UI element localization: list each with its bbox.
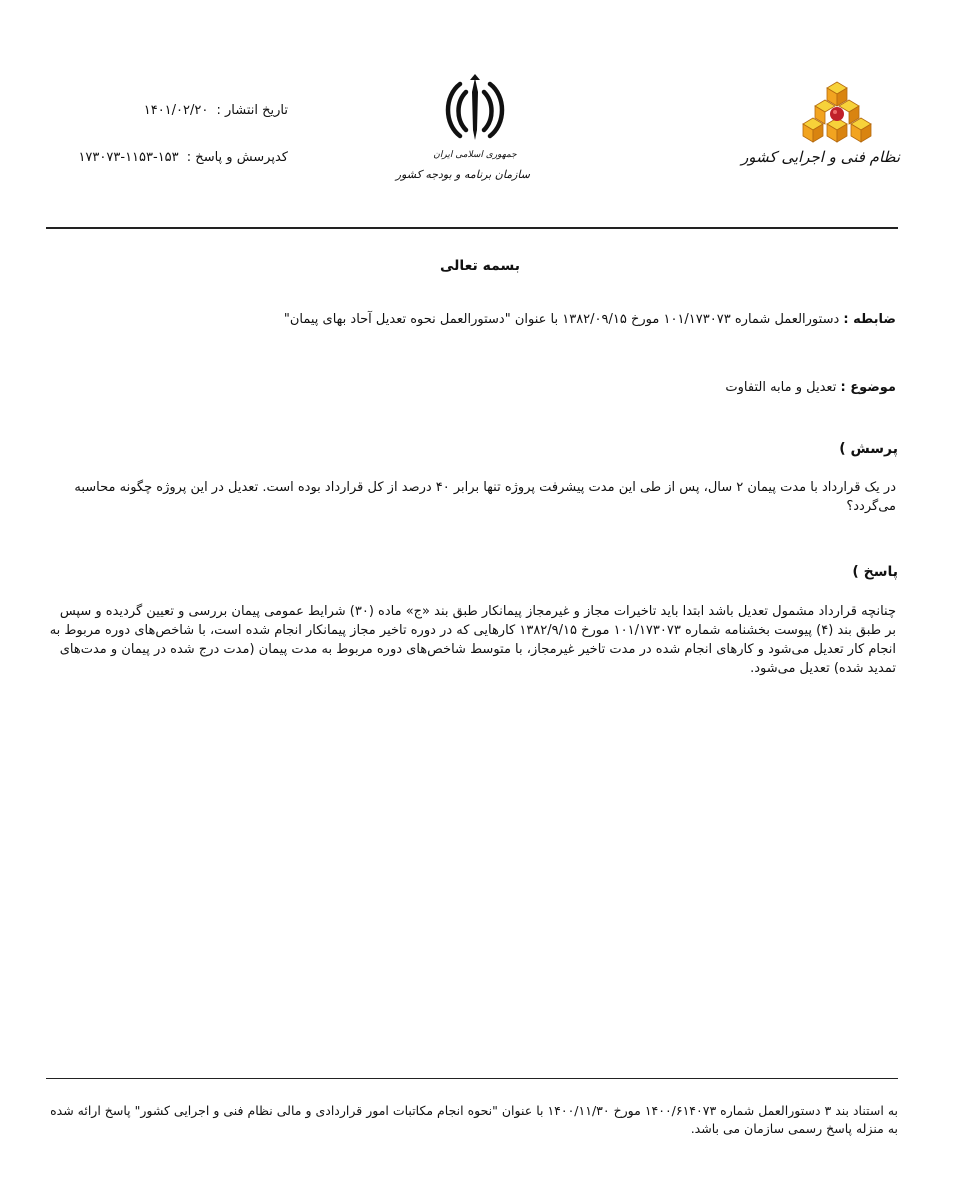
question-code-label: کدپرسش و پاسخ : [186, 150, 288, 165]
footer-note: به استناد بند ۳ دستورالعمل شماره ۱۴۰۰/۶۱۴۰۷۳ مورخ ۱۴۰۰/۱۱/۳۰ با عنوان "نحوه انجام مکاتبات امور قراردادی و مالی نظام فنی و اجرایی کشور" پاسخ ارائه شده به منزله پاسخ رسمی سازمان می باشد. [50, 1103, 898, 1136]
answer-heading: پاسخ ) [852, 564, 898, 580]
answer-text: چنانچه قرارداد مشمول تعدیل باشد ابتدا باید تاخیرات مجاز و غیرمجاز پیمانکار طبق بند «ج» ماده (۳۰) شرایط عمومی پیمان بررسی و تعیین گردیده و سپس بر طبق بند (۴) پیوست بخشنامه شماره ۱۰۱/۱۷۳۰۷۳ مورخ ۱۳۸۲/۹/۱۵ کارهایی که در دوره تاخیر مجاز پیمانکار انجام شده است، با شاخص‌های دوره مربوط به انجام کار تعدیل می‌شود و کارهای انجام شده در مدت تاخیر غیرمجاز، با متوسط شاخص‌های دوره مربوط به مدت پیمان (مدت درج شده در پیمان و مدت‌های تمدید شده) تعدیل می‌شود. [49, 604, 896, 676]
question-code [78, 150, 288, 165]
subject-label: موضوع : [840, 380, 896, 395]
emblem-caption-country: جمهوری اسلامی ایران [433, 150, 517, 160]
organization-logo [741, 78, 900, 183]
subject-line [46, 378, 896, 397]
basmala-title: بسمه تعالی [439, 258, 521, 274]
footer-divider [46, 1078, 898, 1079]
organization-name: نظام فنی و اجرایی کشور [741, 148, 900, 166]
publish-date-value: ۱۴۰۱/۰۲/۲۰ [143, 103, 209, 118]
publish-date [144, 103, 288, 118]
regulation-label: ضابطه : [843, 312, 896, 327]
question-heading: پرسش ) [839, 441, 898, 457]
government-emblem [395, 70, 530, 200]
pyramid-cubes-icon [775, 78, 900, 148]
question-text: در یک قرارداد با مدت پیمان ۲ سال، پس از طی این مدت پیشرفت پروژه تنها برابر ۴۰ درصد از کل قرارداد بوده است. تعدیل در این پروژه چگونه محاسبه می‌گردد؟ [74, 480, 896, 514]
question-code-value: ۱۵۳-۱۱۵۳-۱۷۳۰۷۳ [78, 150, 179, 165]
header-divider [46, 227, 898, 229]
regulation-line [46, 310, 896, 329]
publish-date-label: تاریخ انتشار : [216, 103, 288, 118]
iran-emblem-icon [420, 70, 530, 148]
subject-text: تعدیل و مابه التفاوت [725, 380, 837, 395]
regulation-text: دستورالعمل شماره ۱۰۱/۱۷۳۰۷۳ مورخ ۱۳۸۲/۰۹/۱۵ با عنوان "دستورالعمل نحوه تعدیل آحاد بهای پیمان" [283, 312, 840, 327]
emblem-caption-organization: سازمان برنامه و بودجه کشور [395, 168, 530, 181]
